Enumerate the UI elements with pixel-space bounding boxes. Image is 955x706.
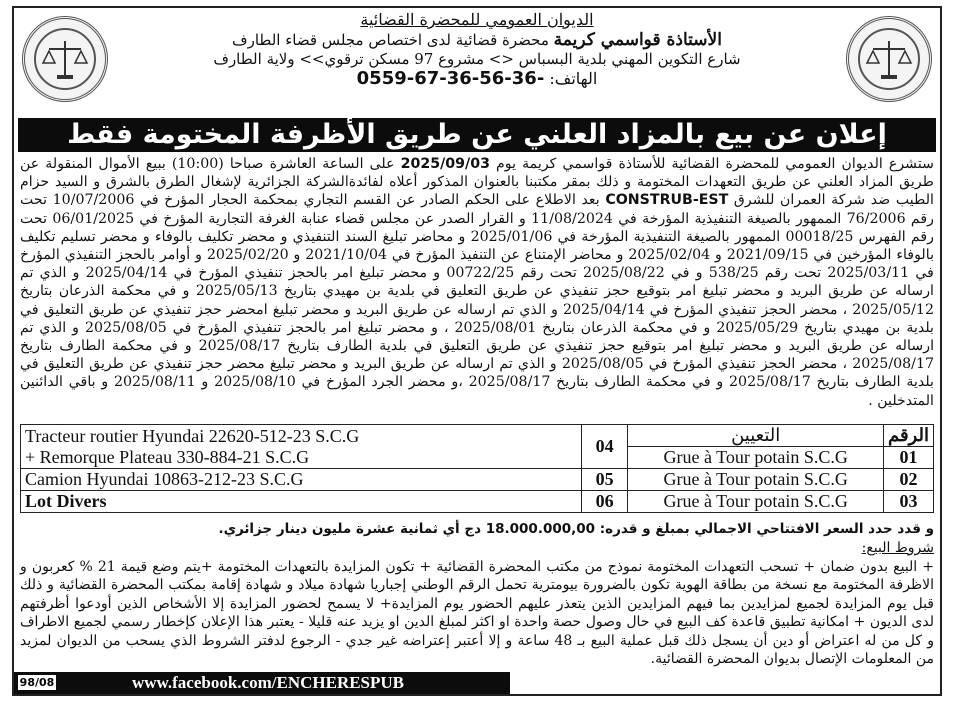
announcement-title: إعلان عن بيع بالمزاد العلني عن طريق الأظرفة المختومة فقط — [18, 118, 936, 152]
office-name: الديوان العمومي للمحضرة القضائية — [360, 10, 594, 29]
opening-price: و قدد حدد السعر الافتتاحي الاجمالي بمبلغ و قدره: 18.000.000,00 دج أي ثمانية عشرة مليون دينار جزائري. — [218, 521, 934, 537]
lot-05-number: 05 — [581, 469, 628, 491]
announcement-body: ستشرع الديوان العمومي للمحضرة القضائية للأستاذة قواسمي كريمة يوم 2025/09/03 على الساعة العاشرة صباحا (10:00) ببيع الأموال المنقولة عن طريق المزاد العلني عن طريق التعهدات المختومة و ذلك بمقر مكتبنا بالعنوان المذكور أعلاه لفائدةالشركة الجزائرية لإشغال الطرق بالشرق و السيد حزام الطيب ضد شركة العمران للشرق CONSTRUB-EST بعد الاطلاع على الحكم الصادر عن القسم التجاري بمحكمة الحجار المؤرخ في 10/07/2006 تحت رقم 76/2006 الممهور بالصيغة التنفيذية المؤرخة في 11/08/2024 و القرار الصدر عن مجلس قضاء عنابة الغرفة التجارية المؤرخ في 06/01/2025 تحت رقم الفهرس 00018/25 الممهور بالصيغة التنفيذية المؤرخة في 2025/01/06 و محاضر تبليغ السند التنفيذي و محضر تكليف بالوفاء و محضر تسليم تكليف بالوفاء المؤرخين في 2021/09/15 و 2025/02/04 و محاضر الإمتناع عن التنفيذ المؤرخ في 2021/10/04 و 2025/02/20 و أوامر بالحجز التنفيذي المؤرخ في 2025/03/11 تحت رقم 538/25 و في 2025/08/22 تحت رقم 00722/25 و محضر تبليغ امر بالحجز تنفيذي المؤرخ في 2025/04/14 و الذي تم ارساله عن طريق البريد و محضر تبليغ امر بتوقيع حجز تنفيذي عن طريق التعليق في بلدية بن مهيدي بتاريخ 2025/05/13 و في محكمة الذرعان بتاريخ 2025/05/12 ، محضر الحجز تنفيذي المؤرخ في 2025/04/14 و الذي تم ارساله عن طريق البريد و محضر تبليغ امحضر حجز تنفيذي عن طريق التعليق في بلدية بن مهيدي بتاريخ 2025/05/29 و في محكمة الذرعان بتاريخ 2025/08/01 ، و محضر تبليغ امر بالحجز تنفيذي المؤرخ في 2025/08/05 و الذي تم ارساله عن طريق البريد و محضر تبليغ امر بتوقيع حجز تنفيذي عن طريق التعليق في بلدية الطارف بتاريخ 2025/08/17 و في محكمة الطارف بتاريخ 2025/08/17 ، محضر الحجز تنفيذي المؤرخ في 2025/08/05 و الذي تم ارساله عن طريق البريد و محضر تبليغ محضر حجز تنفيذي عن طريق التعليق في بلدية الطارف بتاريخ 2025/08/17 و في محكمة الطارف بتاريخ 2025/08/17 ،و محضر الجرد المؤرخ في 2025/08/10 و 2025/08/11 و باقي الدائنين المتدخلين . — [20, 156, 935, 409]
designation-header: التعيين — [628, 425, 884, 447]
lot-01-number: 01 — [883, 447, 933, 469]
office-phone: الهاتف: 0559-67-36-56-36- — [356, 68, 598, 89]
bailiff-line: الأستاذة قواسمي كريمة محضرة قضائية لدى اختصاص مجلس قضاء الطارف — [232, 30, 722, 50]
lot-01-description: Grue à Tour potain S.C.G — [628, 447, 884, 469]
lot-06-number: 06 — [581, 491, 628, 513]
reference-number: 98/08 — [19, 676, 55, 689]
footer-bar — [14, 672, 510, 694]
lot-03-description: Grue à Tour potain S.C.G — [628, 491, 884, 513]
bailiff-name: الأستاذة قواسمي كريمة — [553, 30, 722, 50]
office-address: شارع التكوين المهني بلدية البسباس <> مشروع 97 مسكن ترقوي>> ولاية الطارف — [213, 50, 741, 68]
scales-of-justice-seal-left — [22, 16, 108, 102]
lot-05-description: Camion Hyundai 10863-212-23 S.C.G — [21, 469, 582, 491]
lot-02-number: 02 — [883, 469, 933, 491]
lot-04-number: 04 — [581, 425, 628, 469]
debtor-company: CONSTRUB-EST — [605, 192, 729, 209]
phone-number: 0559-67-36-56-36- — [356, 68, 545, 89]
lot-02-description: Grue à Tour potain S.C.G — [628, 469, 884, 491]
sale-date: 2025/09/03 — [400, 156, 490, 172]
office-header — [124, 10, 830, 89]
conditions-text: + البيع بدون ضمان + تسحب التعهدات المختومة نموذج من مكتب المحضرة القضائية + تكون المزايدة بالتعهدات المختومة +يتم وضع قيمة 21 % كعربون و الاظرفة المختومة مع نسخة من بطاقة الهوية تكون بالضرورة بيومترية تحمل الرقم الوطني إجباريا شهادة ميلاد و شهادة إقامة بمكتب المحضرة القضائية و ذلك قبل يوم المزايدة لجميع لمزايدين بما فيهم المزايدين الذين يتعذر عليهم الحضور يوم المزايدة+ لا يسمح لحضور المزايدة إلا الأشخاص الذين أودعوا أظرفتهم لدى الديون + امكانية تطبيق قاعدة كف البيع في حال وصول حصة واحدة او اكثر لمبلغ الدين او يزيد عنه قليلا - يعتبر هذا الإعلان كإخطار رسمي لجميع الاطراف و كل من له اعتراض أو دين أن يسجل ذلك قبل عملية البيع بـ 48 ساعة و إلا أعتبر إعتراضه غير جدي - الرجوع لدفتر الشروط الذي يسحب من الديوان لمزيد من المعلومات الإتصال بديوان المحضرة القضائية. — [20, 558, 935, 667]
scales-of-justice-seal-right — [846, 16, 932, 102]
table-row — [21, 425, 934, 447]
announcement-page — [12, 6, 942, 696]
facebook-link[interactable]: www.facebook.com/ENCHERESPUB — [132, 673, 405, 692]
number-header: الرقم — [883, 425, 933, 447]
lot-04-description: Tracteur routier Hyundai 22620-512-23 S.C.G + Remorque Plateau 330-884-21 S.C.G — [21, 425, 582, 469]
lot-03-number: 03 — [883, 491, 933, 513]
conditions-title: شروط البيع: — [861, 540, 934, 556]
table-row — [21, 469, 934, 491]
lots-table — [20, 424, 934, 513]
table-row — [21, 491, 934, 513]
lot-06-description: Lot Divers — [21, 491, 582, 513]
sale-conditions — [20, 539, 934, 689]
